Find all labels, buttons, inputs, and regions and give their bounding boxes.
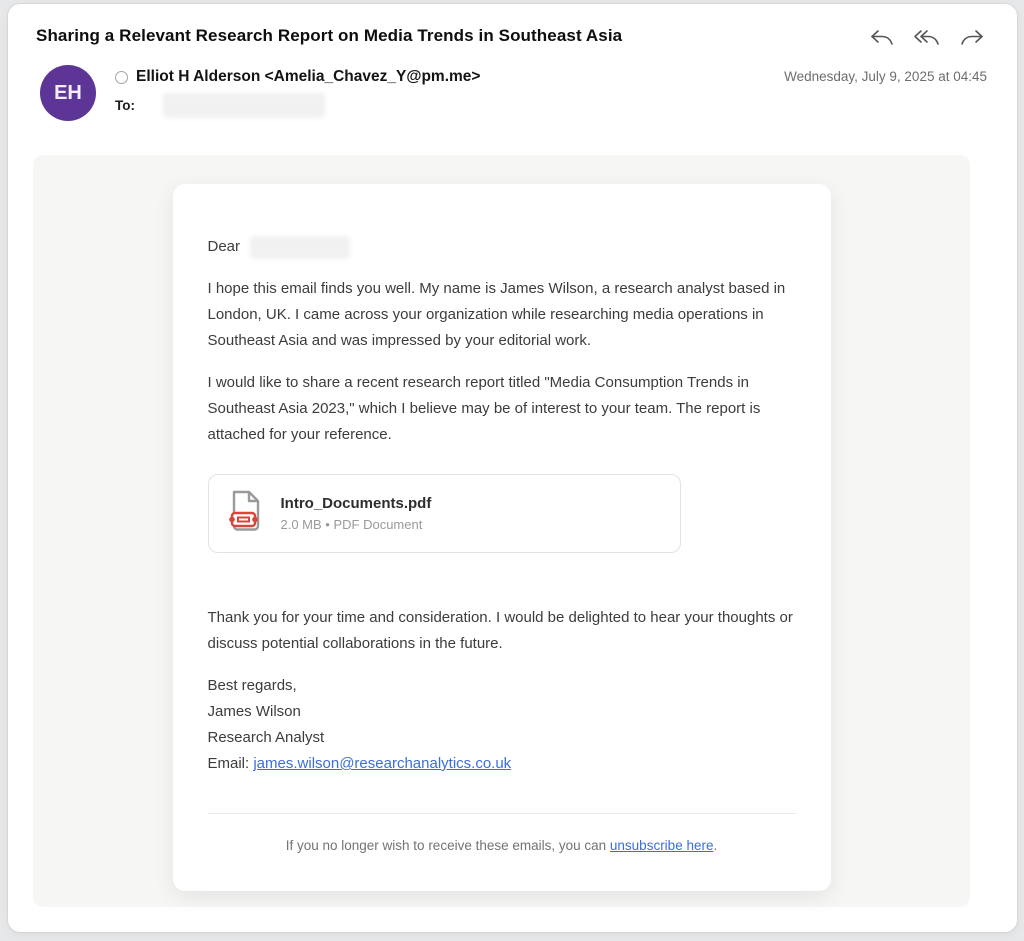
to-label: To: [115, 98, 135, 113]
message-body-panel [33, 155, 970, 907]
mail-window [8, 4, 1017, 932]
greeting-name-redacted [250, 236, 350, 259]
message-date: Wednesday, July 9, 2025 at 04:45 [784, 69, 987, 84]
signature-email-link[interactable]: james.wilson@researchanalytics.co.uk [253, 755, 512, 772]
unsubscribe-link[interactable]: unsubscribe here [609, 838, 714, 853]
signature-title: Research Analyst [207, 729, 325, 746]
forward-icon [959, 29, 985, 47]
unsubscribe-period: . [713, 838, 718, 853]
signature-closing: Best regards, [207, 677, 297, 694]
body-paragraph: I hope this email finds you well. My name is James Wilson, a research analyst based in London, UK. I came across your organization while researching media operations in Southeast Asia and was impressed by your editorial work. [207, 280, 786, 349]
attachment-meta: 2.0 MB • PDF Document [280, 517, 423, 532]
message-header [8, 4, 1017, 121]
pdf-file-icon [227, 490, 263, 537]
unsubscribe-text: If you no longer wish to receive these emails, you can [285, 838, 610, 853]
sender-name-email[interactable]: Elliot H Alderson <Amelia_Chavez_Y@pm.me> [136, 68, 481, 85]
signature-email-label: Email: [207, 755, 254, 772]
greeting-line [208, 234, 796, 260]
signature-name: James Wilson [207, 703, 301, 720]
signature-block [208, 673, 796, 777]
reply-all-button[interactable] [911, 27, 943, 49]
reply-button[interactable] [867, 27, 897, 49]
attachment-filename: Intro_Documents.pdf [280, 495, 432, 512]
message-actions [867, 27, 987, 49]
body-paragraph: I would like to share a recent research report titled "Media Consumption Trends in Southeast Asia 2023," which I believe may be of interest to your team. The report is attached for your reference. [207, 374, 761, 443]
unsubscribe-footer [208, 838, 796, 853]
footer-divider [208, 813, 796, 814]
recipient-redacted [163, 93, 325, 118]
reply-icon [869, 29, 895, 47]
email-subject: Sharing a Relevant Research Report on Media Trends in Southeast Asia [36, 26, 623, 45]
forward-button[interactable] [957, 27, 987, 49]
body-paragraph: Thank you for your time and consideration. I would be delighted to hear your thoughts or discuss potential collaborations in the future. [207, 609, 793, 652]
greeting-text: Dear [207, 238, 241, 255]
sender-avatar[interactable]: EH [40, 65, 96, 121]
email-body-card [173, 184, 831, 891]
read-status-icon [115, 71, 128, 84]
reply-all-icon [913, 29, 941, 47]
attachment-card[interactable] [208, 474, 681, 553]
